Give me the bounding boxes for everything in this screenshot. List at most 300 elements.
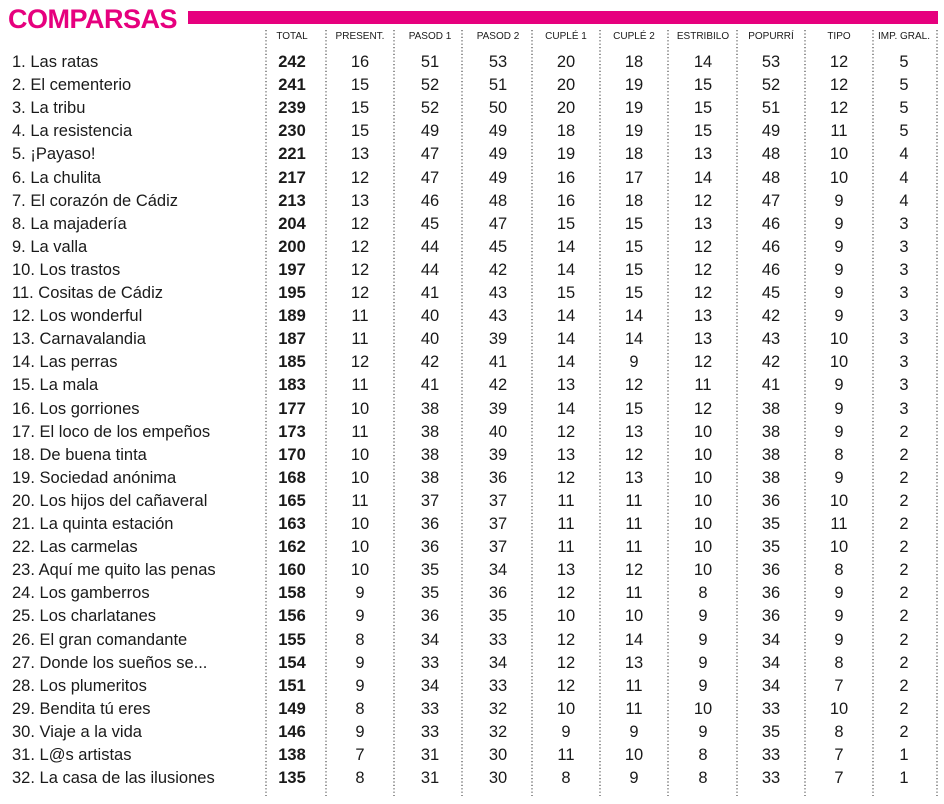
cuple-1-value: 12 <box>556 468 576 487</box>
present-value: 12 <box>350 237 370 256</box>
cuple-1-value: 12 <box>556 422 576 441</box>
cuple-1-value: 12 <box>556 653 576 672</box>
pasod-1-value: 47 <box>420 168 440 187</box>
popurri-value: 36 <box>761 491 781 510</box>
tipo-value: 9 <box>834 260 844 279</box>
pasod-2-value: 34 <box>488 561 508 580</box>
imp-gral-value: 2 <box>899 607 909 626</box>
estribilo-value: 15 <box>693 99 713 118</box>
total-value: 217 <box>278 168 306 187</box>
cuple-1-value: 14 <box>556 330 576 349</box>
pasod-1-value: 42 <box>420 353 440 372</box>
cuple-1-value: 14 <box>556 260 576 279</box>
total-value: 155 <box>278 630 306 649</box>
imp-gral-value: 2 <box>899 491 909 510</box>
total-value: 185 <box>278 353 306 372</box>
imp-gral-value: 4 <box>899 191 909 210</box>
pasod-2-value: 51 <box>488 76 508 95</box>
comparsa-name: 23. Aquí me quito las penas <box>12 561 216 580</box>
present-value: 10 <box>350 515 370 533</box>
estribilo-value: 15 <box>693 122 713 141</box>
cuple-2-value: 15 <box>624 284 644 302</box>
total-value: 204 <box>278 214 306 233</box>
pasod-2-value: 37 <box>488 515 508 533</box>
present-value: 11 <box>351 330 369 349</box>
present-value: 12 <box>350 260 370 279</box>
imp-gral-value: 4 <box>899 145 909 164</box>
cuple-1-value: 14 <box>556 353 576 372</box>
cuple-1-value: 15 <box>556 214 576 233</box>
imp-gral-value: 2 <box>899 584 909 603</box>
pasod-1-value: 36 <box>420 538 440 557</box>
cuple-2-value: 11 <box>625 538 643 557</box>
pasod-2-value: 37 <box>488 491 508 510</box>
cuple-2-value: 9 <box>629 769 639 788</box>
popurri-value: 42 <box>761 307 781 326</box>
table-row <box>0 51 944 74</box>
tipo-value: 9 <box>834 630 844 649</box>
imp-gral-value: 5 <box>899 76 909 95</box>
imp-gral-value: 2 <box>899 445 909 464</box>
total-value: 158 <box>278 584 306 603</box>
estribilo-value: 10 <box>693 422 713 441</box>
tipo-value: 7 <box>834 676 844 695</box>
pasod-1-value: 45 <box>420 214 440 233</box>
tipo-value: 9 <box>834 399 844 418</box>
comparsa-name: 12. Los wonderful <box>12 307 143 326</box>
popurri-value: 36 <box>761 607 781 626</box>
total-value: 160 <box>278 561 306 580</box>
total-value: 239 <box>278 99 306 118</box>
estribilo-value: 12 <box>693 237 713 256</box>
cuple-2-value: 15 <box>624 237 644 256</box>
popurri-value: 46 <box>761 214 781 233</box>
comparsa-name: 26. El gran comandante <box>12 630 188 649</box>
imp-gral-value: 5 <box>899 53 909 71</box>
table-row <box>0 767 944 790</box>
comparsa-name: 31. L@s artistas <box>12 746 132 764</box>
cuple-1-value: 10 <box>556 699 576 718</box>
tipo-value: 10 <box>829 699 849 718</box>
total-value: 177 <box>278 399 306 418</box>
popurri-value: 38 <box>761 445 781 464</box>
comparsa-name: 3. La tribu <box>12 99 86 118</box>
popurri-value: 47 <box>761 191 781 210</box>
imp-gral-value: 3 <box>899 260 909 279</box>
pasod-2-value: 40 <box>488 422 508 441</box>
cuple-2-value: 11 <box>625 491 643 510</box>
total-value: 183 <box>278 376 306 395</box>
table-row <box>0 536 944 559</box>
table-row <box>0 143 944 166</box>
imp-gral-value: 3 <box>899 353 909 372</box>
imp-gral-value: 2 <box>899 699 909 718</box>
table-row <box>0 259 944 282</box>
imp-gral-value: 5 <box>899 122 909 141</box>
total-value: 189 <box>278 307 306 326</box>
popurri-value: 33 <box>761 699 781 718</box>
cuple-1-value: 12 <box>556 630 576 649</box>
cuple-1-value: 11 <box>557 746 575 764</box>
cuple-1-value: 13 <box>556 561 576 580</box>
pasod-2-value: 48 <box>488 191 508 210</box>
imp-gral-value: 2 <box>899 422 909 441</box>
total-value: 162 <box>278 538 306 557</box>
pasod-1-value: 31 <box>420 769 440 788</box>
estribilo-value: 12 <box>693 260 713 279</box>
tipo-value: 9 <box>834 284 844 302</box>
total-value: 230 <box>278 122 306 141</box>
cuple-1-value: 15 <box>556 284 576 302</box>
cuple-2-value: 11 <box>625 676 643 695</box>
cuple-2-value: 19 <box>624 122 644 141</box>
table-row <box>0 213 944 236</box>
cuple-1-value: 8 <box>561 769 571 788</box>
tipo-value: 9 <box>834 191 844 210</box>
table-row <box>0 120 944 143</box>
present-value: 11 <box>351 376 369 395</box>
pasod-1-value: 38 <box>420 399 440 418</box>
tipo-value: 9 <box>834 237 844 256</box>
cuple-1-value: 12 <box>556 584 576 603</box>
estribilo-value: 9 <box>698 630 708 649</box>
present-value: 9 <box>355 584 365 603</box>
table-row <box>0 675 944 698</box>
estribilo-value: 14 <box>693 53 713 71</box>
cuple-2-value: 19 <box>624 76 644 95</box>
header-total: TOTAL <box>276 31 308 42</box>
table-row <box>0 605 944 628</box>
cuple-1-value: 11 <box>557 491 575 510</box>
total-value: 151 <box>278 676 306 695</box>
cuple-1-value: 14 <box>556 237 576 256</box>
pasod-1-value: 34 <box>420 630 440 649</box>
popurri-value: 49 <box>761 122 781 141</box>
comparsa-name: 9. La valla <box>12 237 88 256</box>
pasod-2-value: 39 <box>488 330 508 349</box>
estribilo-value: 10 <box>693 491 713 510</box>
tipo-value: 9 <box>834 584 844 603</box>
tipo-value: 10 <box>829 538 849 557</box>
present-value: 13 <box>350 145 370 164</box>
cuple-2-value: 13 <box>624 422 644 441</box>
cuple-1-value: 14 <box>556 307 576 326</box>
cuple-2-value: 15 <box>624 214 644 233</box>
table-row <box>0 467 944 490</box>
imp-gral-value: 3 <box>899 399 909 418</box>
table-row <box>0 351 944 374</box>
comparsa-name: 14. Las perras <box>12 353 118 372</box>
cuple-2-value: 13 <box>624 653 644 672</box>
estribilo-value: 9 <box>698 653 708 672</box>
imp-gral-value: 3 <box>899 376 909 395</box>
tipo-value: 11 <box>830 122 848 141</box>
header-estribilo: ESTRIBILO <box>676 31 730 42</box>
table-row <box>0 582 944 605</box>
total-value: 149 <box>278 699 306 718</box>
popurri-value: 52 <box>761 76 781 95</box>
pasod-1-value: 40 <box>420 307 440 326</box>
comparsa-name: 11. Cositas de Cádiz <box>12 284 164 302</box>
comparsa-name: 15. La mala <box>12 376 99 395</box>
estribilo-value: 12 <box>693 284 713 302</box>
comparsa-name: 10. Los trastos <box>12 260 121 279</box>
pasod-1-value: 33 <box>420 722 440 741</box>
estribilo-value: 13 <box>693 214 713 233</box>
comparsa-name: 4. La resistencia <box>12 122 133 141</box>
pasod-1-value: 44 <box>420 260 440 279</box>
cuple-2-value: 18 <box>624 145 644 164</box>
tipo-value: 10 <box>829 145 849 164</box>
tipo-value: 10 <box>829 168 849 187</box>
cuple-1-value: 19 <box>556 145 576 164</box>
pasod-2-value: 30 <box>488 769 508 788</box>
table-row <box>0 513 944 536</box>
popurri-value: 34 <box>761 630 781 649</box>
comparsa-name: 22. Las carmelas <box>12 538 138 557</box>
comparsa-name: 21. La quinta estación <box>12 515 174 533</box>
pasod-1-value: 35 <box>420 584 440 603</box>
comparsa-name: 17. El loco de los empeños <box>12 422 211 441</box>
estribilo-value: 10 <box>693 561 713 580</box>
pasod-1-value: 49 <box>420 122 440 141</box>
estribilo-value: 10 <box>693 468 713 487</box>
popurri-value: 35 <box>761 515 781 533</box>
table-row <box>0 398 944 421</box>
estribilo-value: 9 <box>698 722 708 741</box>
cuple-1-value: 16 <box>556 191 576 210</box>
cuple-1-value: 9 <box>561 722 571 741</box>
comparsa-name: 18. De buena tinta <box>12 445 147 464</box>
comparsa-name: 8. La majadería <box>12 214 127 233</box>
total-value: 200 <box>278 237 306 256</box>
total-value: 154 <box>278 653 306 672</box>
cuple-2-value: 18 <box>624 191 644 210</box>
present-value: 11 <box>351 422 369 441</box>
comparsa-name: 7. El corazón de Cádiz <box>12 191 179 210</box>
pasod-1-value: 47 <box>420 145 440 164</box>
popurri-value: 53 <box>761 53 781 71</box>
present-value: 11 <box>351 307 369 326</box>
total-value: 170 <box>278 445 306 464</box>
comparsa-name: 16. Los gorriones <box>12 399 140 418</box>
total-value: 168 <box>278 468 306 487</box>
popurri-value: 33 <box>761 746 781 764</box>
cuple-1-value: 20 <box>556 76 576 95</box>
cuple-2-value: 15 <box>624 399 644 418</box>
page-title: COMPARSAS <box>8 4 178 34</box>
imp-gral-value: 3 <box>899 330 909 349</box>
cuple-1-value: 14 <box>556 399 576 418</box>
present-value: 16 <box>350 53 370 71</box>
cuple-1-value: 13 <box>556 376 576 395</box>
table-row <box>0 190 944 213</box>
cuple-2-value: 18 <box>624 53 644 71</box>
estribilo-value: 9 <box>698 676 708 695</box>
pasod-1-value: 52 <box>420 76 440 95</box>
tipo-value: 10 <box>829 491 849 510</box>
table-row <box>0 559 944 582</box>
total-value: 241 <box>278 76 306 95</box>
tipo-value: 11 <box>830 515 848 533</box>
popurri-value: 38 <box>761 399 781 418</box>
pasod-2-value: 43 <box>488 307 508 326</box>
header-pasod-1: PASOD 1 <box>408 31 452 42</box>
comparsa-name: 24. Los gamberros <box>12 584 150 603</box>
comparsa-name: 5. ¡Payaso! <box>12 145 96 164</box>
pasod-2-value: 42 <box>488 376 508 395</box>
total-value: 165 <box>278 491 306 510</box>
pasod-1-value: 37 <box>420 491 440 510</box>
present-value: 9 <box>355 653 365 672</box>
total-value: 135 <box>278 769 306 788</box>
cuple-2-value: 12 <box>624 376 644 395</box>
pasod-2-value: 42 <box>488 260 508 279</box>
cuple-1-value: 11 <box>557 515 575 533</box>
imp-gral-value: 3 <box>899 237 909 256</box>
cuple-2-value: 10 <box>624 746 644 764</box>
cuple-2-value: 13 <box>624 468 644 487</box>
pasod-1-value: 40 <box>420 330 440 349</box>
total-value: 213 <box>278 191 306 210</box>
pasod-2-value: 45 <box>488 237 508 256</box>
present-value: 12 <box>350 168 370 187</box>
pasod-2-value: 37 <box>488 538 508 557</box>
estribilo-value: 11 <box>694 376 712 395</box>
popurri-value: 48 <box>761 145 781 164</box>
estribilo-value: 13 <box>693 145 713 164</box>
popurri-value: 46 <box>761 237 781 256</box>
present-value: 10 <box>350 399 370 418</box>
comparsa-name: 32. La casa de las ilusiones <box>12 769 215 788</box>
pasod-2-value: 41 <box>488 353 508 372</box>
present-value: 10 <box>350 445 370 464</box>
table-row <box>0 744 944 767</box>
imp-gral-value: 1 <box>899 769 909 788</box>
present-value: 9 <box>355 722 365 741</box>
pasod-2-value: 34 <box>488 653 508 672</box>
popurri-value: 34 <box>761 653 781 672</box>
table-row <box>0 97 944 120</box>
present-value: 9 <box>355 676 365 695</box>
pasod-2-value: 53 <box>488 53 508 71</box>
popurri-value: 46 <box>761 260 781 279</box>
total-value: 138 <box>278 746 306 764</box>
imp-gral-value: 2 <box>899 561 909 580</box>
cuple-2-value: 14 <box>624 630 644 649</box>
estribilo-value: 13 <box>693 307 713 326</box>
present-value: 10 <box>350 561 370 580</box>
tipo-value: 8 <box>834 653 844 672</box>
imp-gral-value: 2 <box>899 653 909 672</box>
pasod-1-value: 34 <box>420 676 440 695</box>
imp-gral-value: 3 <box>899 307 909 326</box>
cuple-1-value: 11 <box>557 538 575 557</box>
comparsa-name: 20. Los hijos del cañaveral <box>12 491 208 510</box>
comparsa-name: 1. Las ratas <box>12 53 99 71</box>
pasod-1-value: 52 <box>420 99 440 118</box>
tipo-value: 8 <box>834 445 844 464</box>
tipo-value: 12 <box>829 76 849 95</box>
tipo-value: 12 <box>829 53 849 71</box>
pasod-2-value: 36 <box>488 468 508 487</box>
header-present: PRESENT. <box>335 31 385 42</box>
comparsa-name: 13. Carnavalandia <box>12 330 146 349</box>
estribilo-value: 8 <box>698 746 708 764</box>
table-row <box>0 167 944 190</box>
popurri-value: 51 <box>761 99 781 118</box>
estribilo-value: 12 <box>693 399 713 418</box>
cuple-2-value: 9 <box>629 353 639 372</box>
header-imp-gral: IMP. GRAL. <box>877 31 931 42</box>
pasod-1-value: 35 <box>420 561 440 580</box>
popurri-value: 35 <box>761 722 781 741</box>
total-value: 221 <box>278 145 306 164</box>
cuple-2-value: 11 <box>625 699 643 718</box>
cuple-1-value: 13 <box>556 445 576 464</box>
present-value: 12 <box>350 353 370 372</box>
comparsa-name: 19. Sociedad anónima <box>12 468 177 487</box>
estribilo-value: 10 <box>693 699 713 718</box>
present-value: 10 <box>350 468 370 487</box>
cuple-2-value: 15 <box>624 260 644 279</box>
total-value: 163 <box>278 515 306 533</box>
table-row <box>0 236 944 259</box>
cuple-2-value: 10 <box>624 607 644 626</box>
imp-gral-value: 1 <box>899 746 909 764</box>
cuple-2-value: 12 <box>624 445 644 464</box>
popurri-value: 48 <box>761 168 781 187</box>
table-row <box>0 374 944 397</box>
tipo-value: 9 <box>834 422 844 441</box>
present-value: 15 <box>350 99 370 118</box>
cuple-2-value: 19 <box>624 99 644 118</box>
present-value: 13 <box>350 191 370 210</box>
total-value: 187 <box>278 330 306 349</box>
total-value: 156 <box>278 607 306 626</box>
total-value: 146 <box>278 722 306 741</box>
pasod-2-value: 30 <box>488 746 508 764</box>
imp-gral-value: 2 <box>899 515 909 533</box>
table-row <box>0 629 944 652</box>
present-value: 12 <box>350 214 370 233</box>
present-value: 12 <box>350 284 370 302</box>
pasod-2-value: 32 <box>488 699 508 718</box>
pasod-2-value: 47 <box>488 214 508 233</box>
comparsa-name: 25. Los charlatanes <box>12 607 157 626</box>
pasod-2-value: 39 <box>488 445 508 464</box>
estribilo-value: 10 <box>693 445 713 464</box>
imp-gral-value: 2 <box>899 722 909 741</box>
tipo-value: 10 <box>829 353 849 372</box>
popurri-value: 33 <box>761 769 781 788</box>
total-value: 173 <box>278 422 306 441</box>
pasod-1-value: 33 <box>420 699 440 718</box>
total-value: 242 <box>278 53 306 71</box>
tipo-value: 7 <box>834 746 844 764</box>
total-value: 195 <box>278 284 306 302</box>
tipo-value: 8 <box>834 561 844 580</box>
pasod-2-value: 49 <box>488 122 508 141</box>
popurri-value: 36 <box>761 561 781 580</box>
cuple-1-value: 12 <box>556 676 576 695</box>
present-value: 15 <box>350 122 370 141</box>
pasod-2-value: 33 <box>488 676 508 695</box>
popurri-value: 38 <box>761 468 781 487</box>
cuple-2-value: 14 <box>624 307 644 326</box>
imp-gral-value: 4 <box>899 168 909 187</box>
imp-gral-value: 2 <box>899 630 909 649</box>
